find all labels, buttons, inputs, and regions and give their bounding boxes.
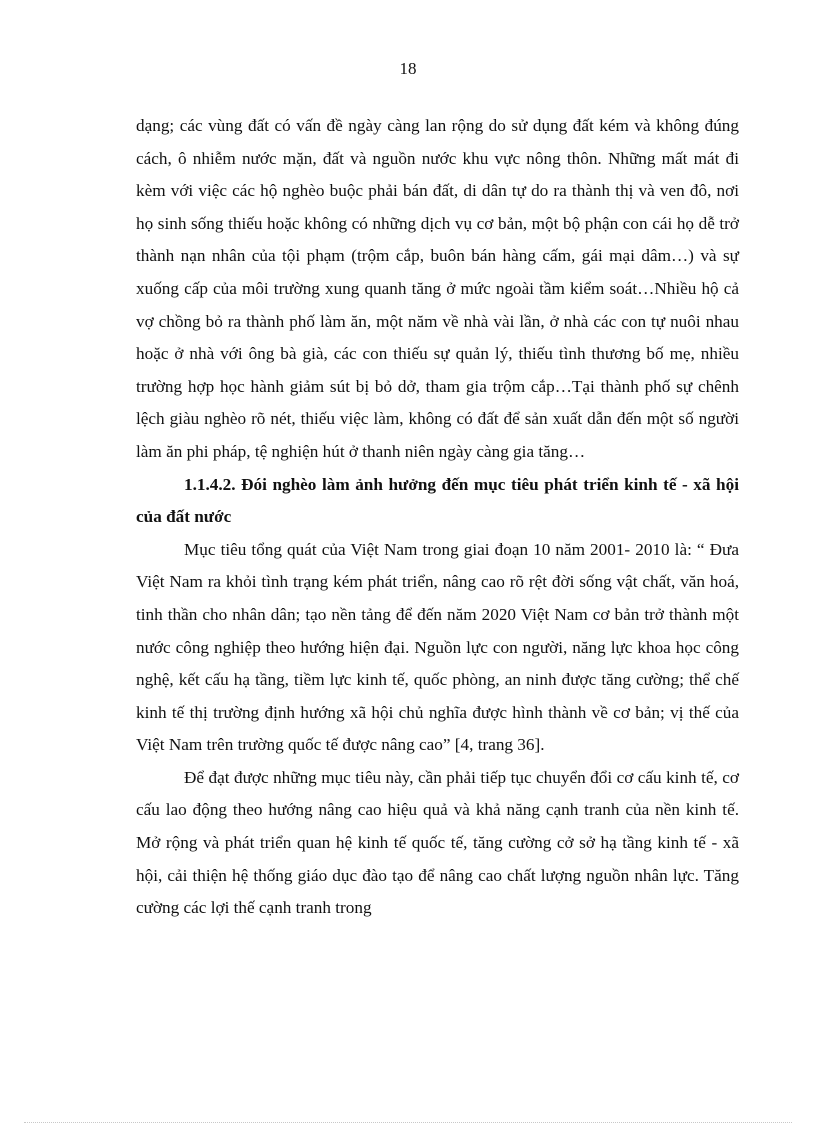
body-paragraph-continued: dạng; các vùng đất có vấn đề ngày càng lan rộng do sử dụng đất kém và không đúng cách, ô nhiễm nước mặn, đất và nguồn nước khu vực nông thôn. Những mất mát đi kèm với việc các hộ nghèo buộc phải bán đất, di dân tự do ra thành thị và ven đô, nơi họ sinh sống thiếu hoặc không có những dịch vụ cơ bản, một bộ phận con cái họ dễ trở thành nạn nhân của tội phạm (trộm cắp, buôn bán hàng cấm, gái mại dâm…) và sự xuống cấp của môi trường xung quanh tăng ở mức ngoài tầm kiểm soát…Nhiều hộ cả vợ chồng bỏ ra thành phố làm ăn, một năm về nhà vài lần, ở nhà các con tự nuôi nhau hoặc ở nhà với ông bà già, các con thiếu sự quản lý, thiếu tình thương bố mẹ, nhiều trường hợp học hành giảm sút bị bỏ dở, tham gia trộm cắp…Tại thành phố sự chênh lệch giàu nghèo rõ nét, thiếu việc làm, không có đất để sản xuất dẫn đến một số người làm ăn phi pháp, tệ nghiện hút ở thanh niên ngày càng gia tăng… xyxy=(136,116,739,461)
page-number: 18 xyxy=(399,59,417,78)
body-paragraph-objectives: Mục tiêu tổng quát của Việt Nam trong giai đoạn 10 năm 2001- 2010 là: “ Đưa Việt Nam ra khỏi tình trạng kém phát triển, nâng cao rõ rệt đời sống vật chất, văn hoá, tinh thần cho nhân dân; tạo nền tảng để đến năm 2020 Việt Nam cơ bản trở thành một nước công nghiệp theo hướng hiện đại. Nguồn lực con người, năng lực khoa học công nghệ, kết cấu hạ tầng, tiềm lực kinh tế, quốc phòng, an ninh được tăng cường; thể chế kinh tế thị trường định hướng xã hội chủ nghĩa được hình thành về cơ bản; vị thế của Việt Nam trên trường quốc tế được nâng cao” [4, trang 36]. xyxy=(136,539,739,755)
section-heading: 1.1.4.2. Đói nghèo làm ảnh hưởng đến mục tiêu phát triển kinh tế - xã hội của đất nước xyxy=(136,474,739,527)
page-content xyxy=(136,110,739,925)
body-paragraph-measures: Để đạt được những mục tiêu này, cần phải tiếp tục chuyển đổi cơ cấu kinh tế, cơ cấu lao động theo hướng nâng cao hiệu quả và khả năng cạnh tranh của nền kinh tế. Mở rộng và phát triển quan hệ kinh tế quốc tế, tăng cường cở sở hạ tầng kinh tế - xã hội, cải thiện hệ thống giáo dục đào tạo để nâng cao chất lượng nguồn nhân lực. Tăng cường các lợi thế cạnh tranh trong xyxy=(136,767,739,918)
